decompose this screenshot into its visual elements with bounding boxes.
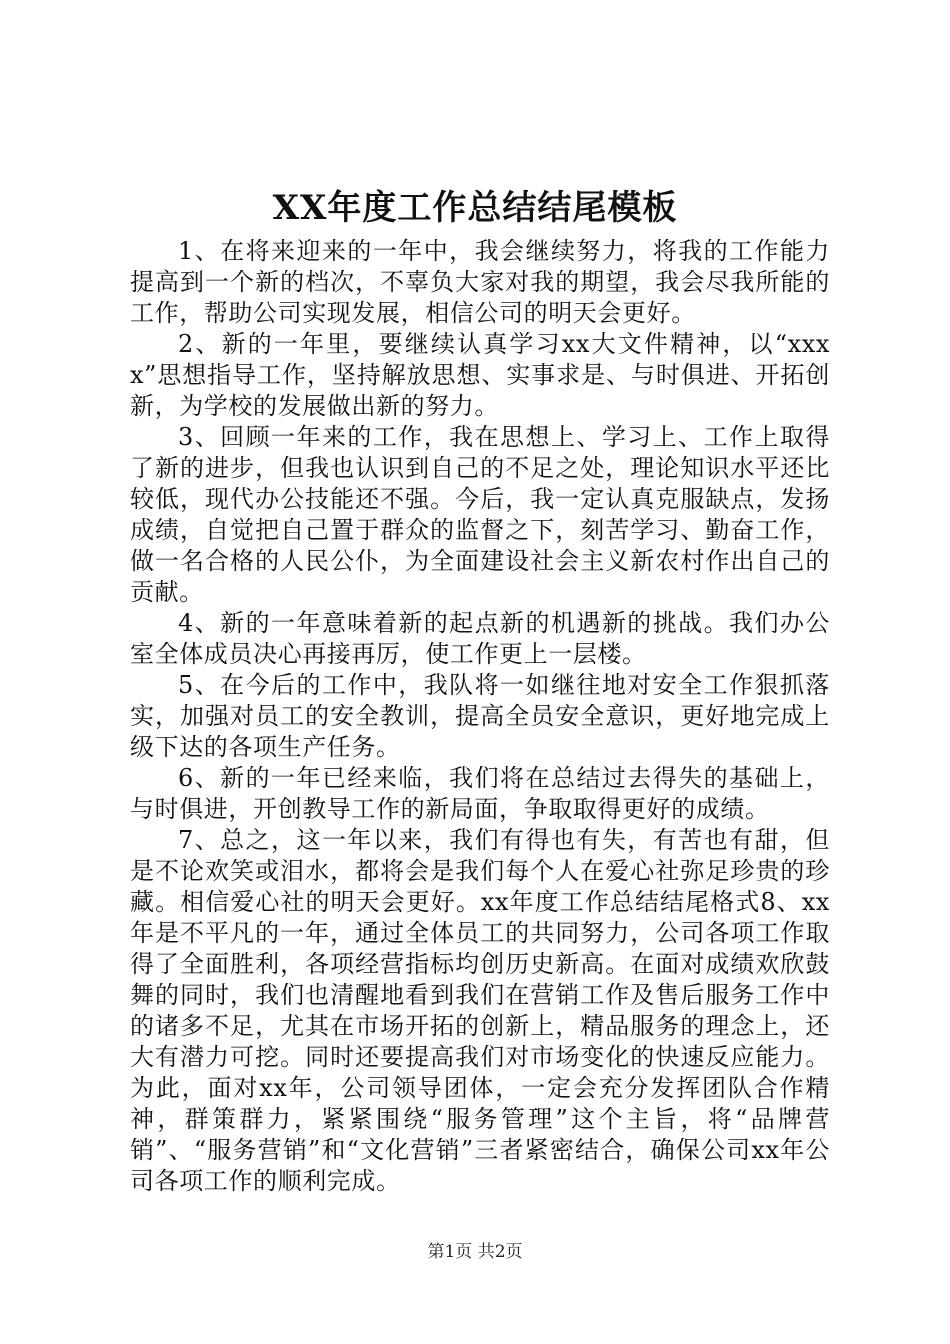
paragraph-6: 6、新的一年已经来临，我们将在总结过去得失的基础上，与时俱进，开创教导工作的新局面，争取取得更好的成绩。 <box>130 764 830 823</box>
paragraph-7: 7、总之，这一年以来，我们有得也有失，有苦也有甜，但是不论欢笑或泪水，都将会是我们每个人在爱心社弥足珍贵的珍藏。相信爱心社的明天会更好。xx年度工作总结结尾格式8、xx年是不平凡的一年，通过全体员工的共同努力，公司各项工作取得了全面胜利，各项经营指标均创历史新高。在面对成绩欢欣鼓舞的同时，我们也清醒地看到我们在营销工作及售后服务工作中的诸多不足，尤其在市场开拓的创新上，精品服务的理念上，还大有潜力可挖。同时还要提高我们对市场变化的快速反应能力。为此，面对xx年，公司领导团体，一定会充分发挥团队合作精神，群策群力，紧紧围绕“服务管理”这个主旨，将“品牌营销”、“服务营销”和“文化营销”三者紧密结合，确保公司xx年公司各项工作的顺利完成。 <box>130 826 830 1195</box>
document-body <box>130 236 830 1197</box>
page-number-footer: 第1页 共2页 <box>427 1242 523 1262</box>
paragraph-5: 5、在今后的工作中，我队将一如继往地对安全工作狠抓落实，加强对员工的安全教训，提高全员安全意识，更好地完成上级下达的各项生产任务。 <box>130 671 830 761</box>
paragraph-2: 2、新的一年里，要继续认真学习xx大文件精神，以“xxxx”思想指导工作，坚持解放思想、实事求是、与时俱进、开拓创新，为学校的发展做出新的努力。 <box>130 330 830 420</box>
paragraph-1: 1、在将来迎来的一年中，我会继续努力，将我的工作能力提高到一个新的档次，不辜负大家对我的期望，我会尽我所能的工作，帮助公司实现发展，相信公司的明天会更好。 <box>130 237 830 327</box>
document-title: XX年度工作总结结尾模板 <box>272 188 678 228</box>
paragraph-4: 4、新的一年意味着新的起点新的机遇新的挑战。我们办公室全体成员决心再接再厉，使工作更上一层楼。 <box>130 609 830 668</box>
paragraph-3: 3、回顾一年来的工作，我在思想上、学习上、工作上取得了新的进步，但我也认识到自己的不足之处，理论知识水平还比较低，现代办公技能还不强。今后，我一定认真克服缺点，发扬成绩，自觉把自己置于群众的监督之下，刻苦学习、勤奋工作，做一名合格的人民公仆，为全面建设社会主义新农村作出自己的贡献。 <box>130 423 830 606</box>
